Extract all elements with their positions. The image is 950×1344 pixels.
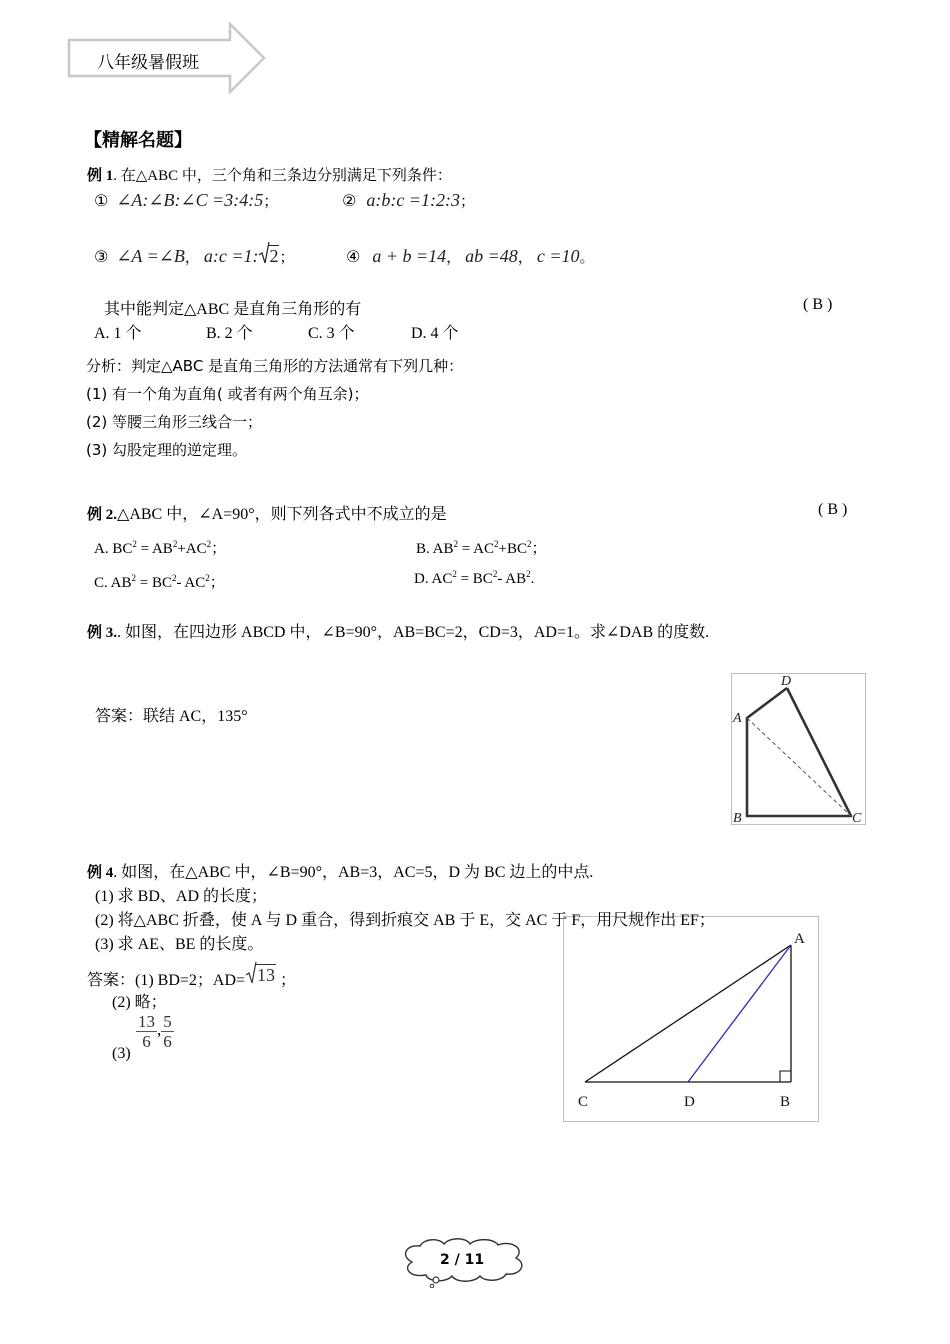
- cond-end: 。: [579, 250, 595, 266]
- cond-end: ；: [459, 194, 475, 210]
- opt-text: ；: [209, 575, 225, 591]
- ex3-answer: 答案：联结 AC，135°: [95, 708, 248, 725]
- ex1-analysis-0: 分析：判定△ABC 是直角三角形的方法通常有下列几种：: [86, 357, 464, 375]
- radical-sign: [258, 241, 270, 265]
- radicand: 13: [257, 965, 276, 985]
- ex2-option-a: [94, 537, 226, 558]
- ex3-stem: [87, 619, 709, 642]
- opt-text: = BC: [456, 571, 493, 587]
- radical-sign: [245, 961, 257, 985]
- separator: ,: [157, 1020, 162, 1040]
- cond-mark: ③: [94, 247, 109, 266]
- ex4-label: 例 4: [87, 865, 114, 881]
- ex3-stem-text: . 如图，在四边形 ABCD 中，∠B=90°，AB=BC=2，CD=3，AD=1。求∠DAB 的度数.: [117, 624, 710, 641]
- ex1-cond-3: [94, 246, 294, 267]
- ex1-option-c: C. 3 个: [308, 325, 355, 342]
- cond-end: ；: [263, 194, 279, 210]
- sqrt-2: [258, 246, 279, 267]
- vertex-b: B: [780, 1094, 791, 1110]
- cond-formula: a:c =1:: [203, 246, 259, 266]
- section-title: 【精解名题】: [84, 130, 192, 151]
- page-number: 2 / 11: [440, 1252, 485, 1268]
- cond-mark: ①: [94, 191, 109, 210]
- ex4-answer-3-label: (3): [112, 1045, 131, 1062]
- opt-text: +BC: [498, 541, 527, 557]
- ex1-stem: [87, 164, 452, 185]
- numerator: 5: [163, 1012, 172, 1031]
- vertex-c: C: [578, 1094, 589, 1110]
- triangle-diagram: [564, 917, 818, 1121]
- cond-formula: ab =48: [465, 246, 518, 266]
- opt-text: +AC: [177, 541, 207, 557]
- cond-mark: ④: [346, 247, 361, 266]
- cond-end: ；: [279, 250, 295, 266]
- fraction-5-6: [161, 1012, 174, 1051]
- ex1-question: 其中能判定△ABC 是直角三角形的有: [104, 301, 362, 318]
- ex4-answer-3-value: [136, 1012, 174, 1051]
- opt-text: D. AC: [414, 571, 453, 587]
- ex2-option-c: [94, 571, 225, 592]
- fraction-13-6: [136, 1012, 157, 1051]
- cond-formula: ∠A =∠B: [116, 246, 185, 266]
- sq: 2: [452, 569, 457, 579]
- ex2-stem: [87, 501, 447, 524]
- ex1-analysis-2: (2) 等腰三角形三线合一；: [86, 413, 263, 431]
- cond-formula: ∠A:∠B:∠C =3:4:5: [116, 190, 264, 210]
- vertex-a: A: [733, 711, 742, 726]
- opt-text: = AB: [136, 541, 173, 557]
- denominator: 6: [163, 1032, 172, 1051]
- ex3-figure: [731, 673, 866, 825]
- sq: 2: [131, 573, 137, 583]
- quadrilateral-diagram: [732, 674, 865, 824]
- sq: 2: [526, 569, 531, 579]
- cond-sep: ，: [446, 250, 462, 266]
- opt-text: = AC: [458, 541, 494, 557]
- ex4-q1: (1) 求 BD、AD 的长度；: [95, 888, 267, 905]
- sq: 2: [205, 573, 210, 583]
- ex2-label: 例 2.: [87, 507, 118, 523]
- ex3-label: 例 3.: [87, 625, 118, 641]
- ex2-stem-text: △ABC 中，∠A=90°，则下列各式中不成立的是: [117, 506, 447, 523]
- cond-sep: ，: [517, 250, 533, 266]
- vertex-d: D: [684, 1094, 695, 1110]
- ex1-cond-1: [94, 190, 278, 211]
- ex4-answer-1: [87, 965, 296, 990]
- cond-mark: ②: [342, 191, 357, 210]
- ex2-option-b: [416, 537, 547, 558]
- ex1-cond-4: [346, 246, 594, 267]
- page-badge: [398, 1236, 530, 1288]
- numerator: 13: [138, 1012, 155, 1031]
- ex2-option-d: [414, 571, 534, 588]
- answer-text: 答案：(1) BD=2；AD=: [87, 972, 246, 989]
- ex1-option-b: B. 2 个: [206, 325, 253, 342]
- sq: 2: [172, 573, 177, 583]
- header-tag-text: 八年级暑假班: [97, 53, 199, 73]
- radicand: 2: [269, 246, 279, 266]
- ex4-q3: (3) 求 AE、BE 的长度。: [95, 936, 264, 953]
- ex1-analysis-1: (1) 有一个角为直角( 或者有两个角互余)；: [86, 385, 369, 403]
- vertex-a: A: [794, 931, 805, 947]
- opt-text: ；: [211, 541, 227, 557]
- ex1-cond-2: [342, 190, 475, 211]
- ex1-label: 例 1: [87, 168, 114, 184]
- sq: 2: [494, 539, 499, 549]
- sq: 2: [132, 539, 137, 549]
- vertex-b: B: [733, 811, 742, 824]
- ex1-option-a: A. 1 个: [94, 325, 142, 342]
- denominator: 6: [142, 1032, 151, 1051]
- sq: 2: [453, 539, 459, 549]
- ex4-figure: [563, 916, 819, 1122]
- vertex-d: D: [781, 674, 792, 689]
- sq: 2: [172, 539, 178, 549]
- opt-text: .: [530, 571, 535, 587]
- cond-formula: c =10: [536, 246, 580, 266]
- answer-text: ；: [280, 972, 297, 989]
- ex1-stem-text: . 在△ABC 中，三个角和三条边分别满足下列条件：: [113, 168, 452, 184]
- opt-text: C. AB: [94, 575, 132, 591]
- ex4-answer-2: (2) 略；: [112, 994, 167, 1011]
- vertex-c: C: [852, 811, 862, 824]
- ex4-q2: (2) 将△ABC 折叠，使 A 与 D 重合，得到折痕交 AB 于 E，交 AC 于 F，用尺规作出 EF；: [95, 912, 715, 929]
- cond-formula: a:b:c =1:2:3: [366, 190, 460, 210]
- cond-sep: ，: [184, 250, 200, 266]
- sq: 2: [526, 539, 532, 549]
- sq: 2: [492, 569, 498, 579]
- ex4-stem-text: . 如图，在△ABC 中，∠B=90°，AB=3，AC=5，D 为 BC 边上的中点.: [113, 864, 594, 881]
- ex1-analysis-3: (3) 勾股定理的逆定理。: [86, 441, 248, 459]
- sqrt-13: [245, 965, 276, 986]
- ex4-stem: [87, 859, 593, 882]
- cond-formula: a + b =14: [372, 246, 447, 266]
- opt-text: ；: [531, 541, 547, 557]
- opt-text: A. BC: [94, 541, 133, 557]
- opt-text: B. AB: [416, 541, 454, 557]
- ex2-answer: ( B ): [818, 501, 848, 518]
- ex1-option-d: D. 4 个: [411, 325, 459, 342]
- header-tag: [66, 22, 268, 94]
- opt-text: = BC: [136, 575, 172, 591]
- ex1-answer: ( B ): [803, 296, 833, 313]
- opt-text: - AB: [497, 571, 527, 587]
- opt-text: - AC: [176, 575, 206, 591]
- sq: 2: [206, 539, 212, 549]
